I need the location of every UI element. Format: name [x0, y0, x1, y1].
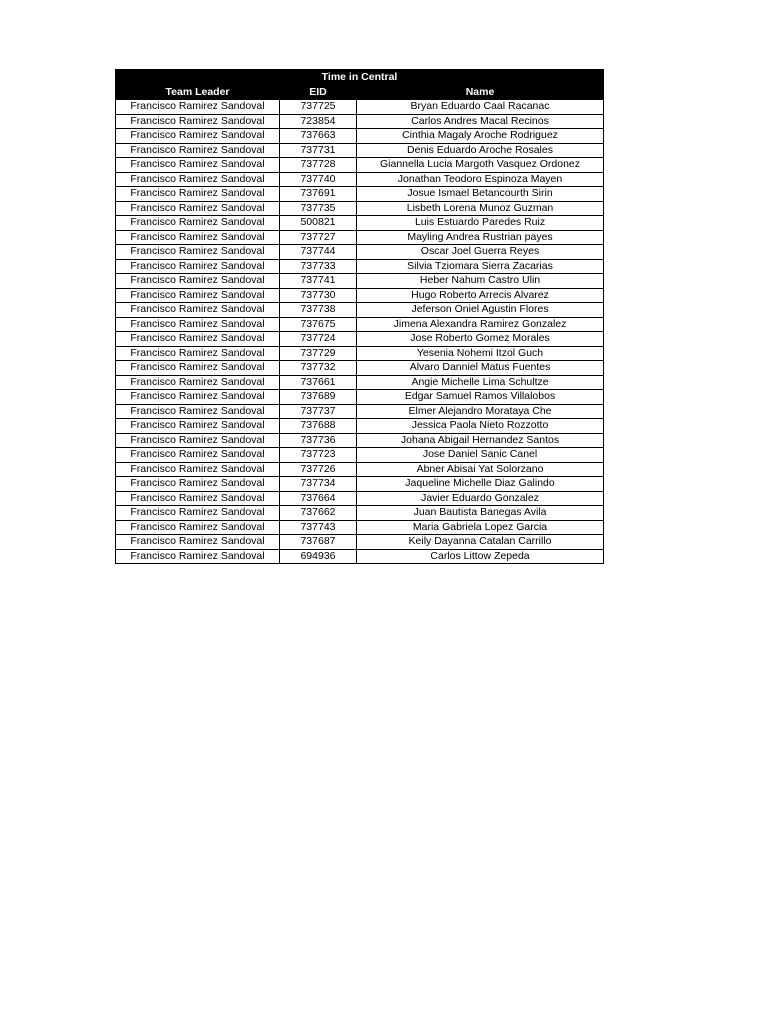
name-cell[interactable]: Yesenia Nohemi Itzol Guch	[357, 346, 604, 361]
team-leader-cell[interactable]: Francisco Ramirez Sandoval	[116, 390, 280, 405]
table-row	[116, 506, 604, 521]
team-leader-cell[interactable]: Francisco Ramirez Sandoval	[116, 317, 280, 332]
table-row	[116, 491, 604, 506]
team-leader-cell[interactable]: Francisco Ramirez Sandoval	[116, 361, 280, 376]
team-leader-cell[interactable]: Francisco Ramirez Sandoval	[116, 274, 280, 289]
team-leader-cell[interactable]: Francisco Ramirez Sandoval	[116, 549, 280, 564]
table-row	[116, 448, 604, 463]
eid-cell[interactable]: 737663	[280, 129, 357, 144]
table-row	[116, 520, 604, 535]
table-row	[116, 100, 604, 115]
team-leader-cell[interactable]: Francisco Ramirez Sandoval	[116, 216, 280, 231]
eid-cell[interactable]: 737736	[280, 433, 357, 448]
column-header-eid: EID	[280, 85, 357, 100]
eid-cell[interactable]: 737741	[280, 274, 357, 289]
table-row	[116, 143, 604, 158]
team-leader-cell[interactable]: Francisco Ramirez Sandoval	[116, 303, 280, 318]
team-leader-cell[interactable]: Francisco Ramirez Sandoval	[116, 143, 280, 158]
eid-cell[interactable]: 737724	[280, 332, 357, 347]
eid-cell[interactable]: 737661	[280, 375, 357, 390]
table-row	[116, 535, 604, 550]
eid-cell[interactable]: 737743	[280, 520, 357, 535]
table-row	[116, 404, 604, 419]
eid-cell[interactable]: 694936	[280, 549, 357, 564]
name-cell[interactable]: Jaqueline Michelle Diaz Galindo	[357, 477, 604, 492]
team-leader-cell[interactable]: Francisco Ramirez Sandoval	[116, 346, 280, 361]
name-cell[interactable]: Lisbeth Lorena Munoz Guzman	[357, 201, 604, 216]
name-cell[interactable]: Jose Daniel Sanic Canel	[357, 448, 604, 463]
name-cell[interactable]: Jose Roberto Gomez Morales	[357, 332, 604, 347]
eid-cell[interactable]: 737732	[280, 361, 357, 376]
eid-cell[interactable]: 737735	[280, 201, 357, 216]
table-row	[116, 288, 604, 303]
table-row	[116, 346, 604, 361]
team-leader-cell[interactable]: Francisco Ramirez Sandoval	[116, 100, 280, 115]
team-leader-cell[interactable]: Francisco Ramirez Sandoval	[116, 245, 280, 260]
name-cell[interactable]: Jimena Alexandra Ramirez Gonzalez	[357, 317, 604, 332]
table-row	[116, 114, 604, 129]
eid-cell[interactable]: 737729	[280, 346, 357, 361]
name-cell[interactable]: Silvia Tziomara Sierra Zacarias	[357, 259, 604, 274]
table-row	[116, 230, 604, 245]
table-row	[116, 245, 604, 260]
team-leader-cell[interactable]: Francisco Ramirez Sandoval	[116, 404, 280, 419]
table-row	[116, 433, 604, 448]
name-cell[interactable]: Luis Estuardo Paredes Ruiz	[357, 216, 604, 231]
table-title-row	[116, 70, 604, 85]
table-row	[116, 375, 604, 390]
team-leader-cell[interactable]: Francisco Ramirez Sandoval	[116, 535, 280, 550]
name-cell[interactable]: Jessica Paola Nieto Rozzotto	[357, 419, 604, 434]
name-cell[interactable]: Carlos Littow Zepeda	[357, 549, 604, 564]
eid-cell[interactable]: 737664	[280, 491, 357, 506]
name-cell[interactable]: Edgar Samuel Ramos Villalobos	[357, 390, 604, 405]
name-cell[interactable]: Keily Dayanna Catalan Carrillo	[357, 535, 604, 550]
name-cell[interactable]: Josue Ismael Betancourth Sirin	[357, 187, 604, 202]
name-cell[interactable]: Jeferson Oniel Agustin Flores	[357, 303, 604, 318]
name-cell[interactable]: Juan Bautista Banegas Avila	[357, 506, 604, 521]
table-row	[116, 303, 604, 318]
column-header-name: Name	[357, 85, 604, 100]
team-leader-cell[interactable]: Francisco Ramirez Sandoval	[116, 375, 280, 390]
table-row	[116, 274, 604, 289]
name-cell[interactable]: Johana Abigail Hernandez Santos	[357, 433, 604, 448]
eid-cell[interactable]: 737733	[280, 259, 357, 274]
roster-table	[115, 69, 604, 564]
table-row	[116, 201, 604, 216]
team-leader-cell[interactable]: Francisco Ramirez Sandoval	[116, 288, 280, 303]
team-leader-cell[interactable]: Francisco Ramirez Sandoval	[116, 129, 280, 144]
eid-cell[interactable]: 737734	[280, 477, 357, 492]
name-cell[interactable]: Abner Abisai Yat Solorzano	[357, 462, 604, 477]
eid-cell[interactable]: 737727	[280, 230, 357, 245]
table-row	[116, 390, 604, 405]
column-header-team-leader: Team Leader	[116, 85, 280, 100]
eid-cell[interactable]: 500821	[280, 216, 357, 231]
table-body	[116, 100, 604, 564]
team-leader-cell[interactable]: Francisco Ramirez Sandoval	[116, 230, 280, 245]
table-row	[116, 129, 604, 144]
name-cell[interactable]: Angie Michelle Lima Schultze	[357, 375, 604, 390]
table-row	[116, 549, 604, 564]
name-cell[interactable]: Giannella Lucia Margoth Vasquez Ordonez	[357, 158, 604, 173]
team-leader-cell[interactable]: Francisco Ramirez Sandoval	[116, 114, 280, 129]
name-cell[interactable]: Bryan Eduardo Caal Racanac	[357, 100, 604, 115]
team-leader-cell[interactable]: Francisco Ramirez Sandoval	[116, 491, 280, 506]
eid-cell[interactable]: 737738	[280, 303, 357, 318]
table-row	[116, 462, 604, 477]
eid-cell[interactable]: 737723	[280, 448, 357, 463]
eid-cell[interactable]: 737740	[280, 172, 357, 187]
eid-cell[interactable]: 737691	[280, 187, 357, 202]
table-row	[116, 332, 604, 347]
table-row	[116, 158, 604, 173]
name-cell[interactable]: Hugo Roberto Arrecis Alvarez	[357, 288, 604, 303]
table-row	[116, 317, 604, 332]
team-leader-cell[interactable]: Francisco Ramirez Sandoval	[116, 433, 280, 448]
eid-cell[interactable]: 737688	[280, 419, 357, 434]
name-cell[interactable]: Mayling Andrea Rustrian payes	[357, 230, 604, 245]
team-leader-cell[interactable]: Francisco Ramirez Sandoval	[116, 332, 280, 347]
eid-cell[interactable]: 737689	[280, 390, 357, 405]
table-row	[116, 419, 604, 434]
team-leader-cell[interactable]: Francisco Ramirez Sandoval	[116, 448, 280, 463]
name-cell[interactable]: Carlos Andres Macal Recinos	[357, 114, 604, 129]
team-leader-cell[interactable]: Francisco Ramirez Sandoval	[116, 158, 280, 173]
team-leader-cell[interactable]: Francisco Ramirez Sandoval	[116, 172, 280, 187]
team-leader-cell[interactable]: Francisco Ramirez Sandoval	[116, 506, 280, 521]
name-cell[interactable]: Elmer Alejandro Morataya Che	[357, 404, 604, 419]
table-row	[116, 477, 604, 492]
team-leader-cell[interactable]: Francisco Ramirez Sandoval	[116, 462, 280, 477]
table-row	[116, 216, 604, 231]
table-title: Time in Central	[116, 70, 604, 85]
table-row	[116, 259, 604, 274]
team-leader-cell[interactable]: Francisco Ramirez Sandoval	[116, 259, 280, 274]
eid-cell[interactable]: 723854	[280, 114, 357, 129]
table-row	[116, 361, 604, 376]
eid-cell[interactable]: 737675	[280, 317, 357, 332]
name-cell[interactable]: Alvaro Danniel Matus Fuentes	[357, 361, 604, 376]
name-cell[interactable]: Heber Nahum Castro Ulin	[357, 274, 604, 289]
team-leader-cell[interactable]: Francisco Ramirez Sandoval	[116, 419, 280, 434]
team-leader-cell[interactable]: Francisco Ramirez Sandoval	[116, 477, 280, 492]
name-cell[interactable]: Cinthia Magaly Aroche Rodriguez	[357, 129, 604, 144]
eid-cell[interactable]: 737687	[280, 535, 357, 550]
eid-cell[interactable]: 737730	[280, 288, 357, 303]
spreadsheet-sheet	[115, 69, 603, 564]
eid-cell[interactable]: 737728	[280, 158, 357, 173]
eid-cell[interactable]: 737744	[280, 245, 357, 260]
team-leader-cell[interactable]: Francisco Ramirez Sandoval	[116, 201, 280, 216]
name-cell[interactable]: Jonathan Teodoro Espinoza Mayen	[357, 172, 604, 187]
name-cell[interactable]: Oscar Joel Guerra Reyes	[357, 245, 604, 260]
eid-cell[interactable]: 737725	[280, 100, 357, 115]
eid-cell[interactable]: 737737	[280, 404, 357, 419]
name-cell[interactable]: Denis Eduardo Aroche Rosales	[357, 143, 604, 158]
name-cell[interactable]: Maria Gabriela Lopez Garcia	[357, 520, 604, 535]
eid-cell[interactable]: 737726	[280, 462, 357, 477]
name-cell[interactable]: Javier Eduardo Gonzalez	[357, 491, 604, 506]
table-row	[116, 187, 604, 202]
team-leader-cell[interactable]: Francisco Ramirez Sandoval	[116, 187, 280, 202]
eid-cell[interactable]: 737662	[280, 506, 357, 521]
team-leader-cell[interactable]: Francisco Ramirez Sandoval	[116, 520, 280, 535]
eid-cell[interactable]: 737731	[280, 143, 357, 158]
table-row	[116, 172, 604, 187]
table-header-row	[116, 85, 604, 100]
